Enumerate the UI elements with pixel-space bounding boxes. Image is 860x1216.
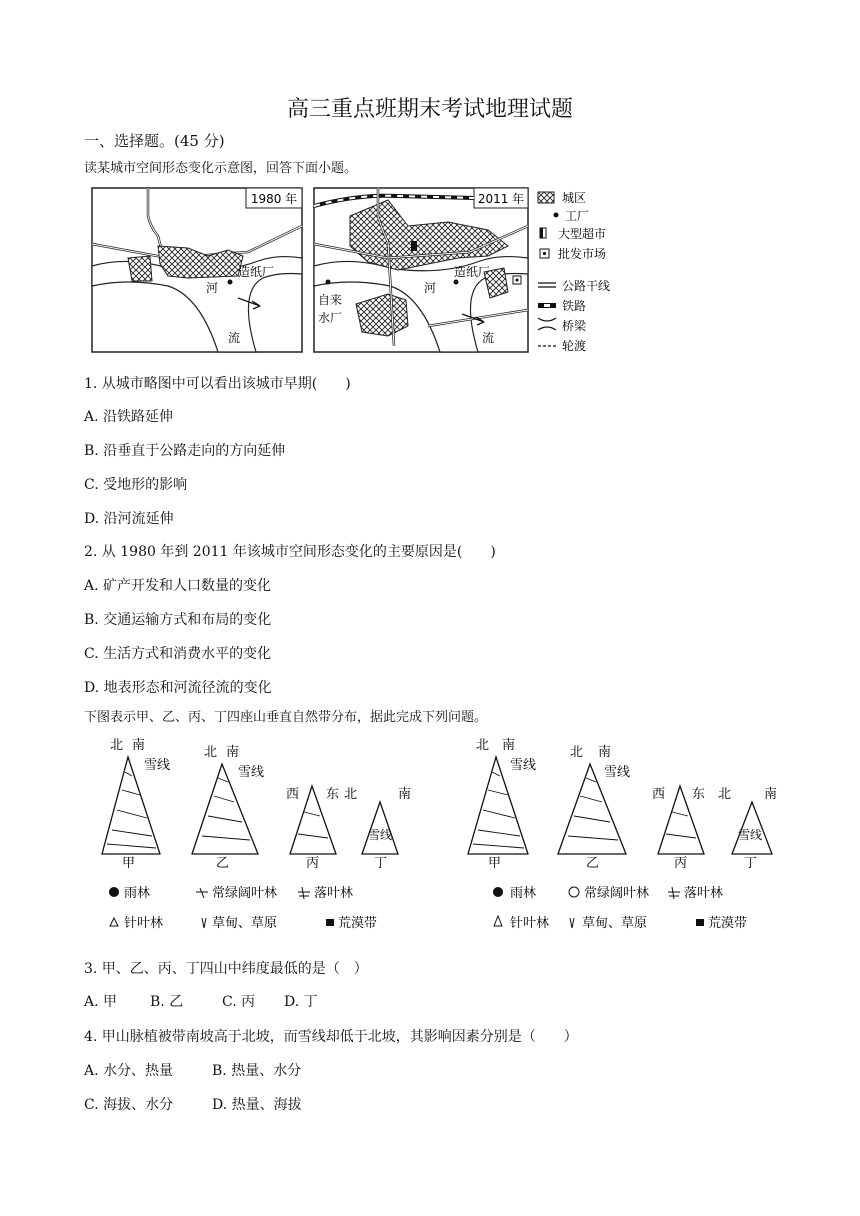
q1-option-b[interactable]: B. 沿垂直于公路走向的方向延伸: [84, 443, 286, 459]
jia-south-label: 南: [132, 738, 146, 753]
map-label-2011: 2011 年: [477, 192, 525, 206]
legend-highway: 公路干线: [562, 279, 611, 293]
conifer-icon: [110, 918, 118, 926]
yi-north-label: 北: [204, 745, 218, 760]
ding-south-label: 南: [398, 787, 412, 802]
broadleaf-icon-2: [569, 887, 579, 897]
yi2-south-label: 南: [598, 745, 612, 760]
yi2-snowline-label: 雪线: [604, 765, 631, 780]
mountains-legend-right: [493, 885, 747, 931]
q3-option-d[interactable]: D. 丁: [284, 994, 318, 1010]
q2-option-c[interactable]: C. 生活方式和消费水平的变化: [84, 646, 272, 662]
waterworks-label-2: 水厂: [318, 311, 343, 325]
intro-text-1: 读某城市空间形态变化示意图，回答下面小题。: [84, 161, 358, 176]
legend-broadleaf-2: 常绿阔叶林: [584, 886, 650, 901]
legend-ferry: 轮渡: [562, 339, 587, 353]
bing2-east-label: 东: [692, 787, 706, 802]
bing-west-label: 西: [286, 787, 300, 802]
meadow-icon: [202, 918, 206, 928]
jia2-north-label: 北: [476, 738, 490, 753]
q2-option-a[interactable]: A. 矿产开发和人口数量的变化: [84, 578, 272, 594]
jia-north-label: 北: [110, 738, 124, 753]
map-label-1980: 1980 年: [250, 192, 298, 206]
mountain-yi-name-2: 乙: [586, 856, 600, 871]
legend-deciduous-2: 落叶林: [684, 886, 724, 901]
q2-option-d[interactable]: D. 地表形态和河流径流的变化: [84, 680, 272, 696]
meadow-icon-2: [570, 918, 574, 928]
ding2-north-label: 北: [718, 787, 732, 802]
map-1980-factory: 造纸厂: [238, 265, 275, 279]
legend-bridge: 桥梁: [562, 319, 587, 333]
ding2-snowline-label: 雪线: [738, 828, 763, 842]
desert-icon: [326, 919, 334, 926]
rainforest-icon-2: [493, 887, 503, 897]
mountains-figure-left: [92, 732, 432, 937]
legend-conifer: 针叶林: [124, 916, 164, 931]
legend-deciduous: 落叶林: [314, 886, 354, 901]
mountain-jia-name: 甲: [122, 856, 136, 871]
legend-urban: 城区: [562, 191, 587, 205]
jia-snowline-label: 雪线: [144, 758, 171, 773]
legend-meadow: 草甸、草原: [212, 916, 278, 931]
ding-snowline-label: 雪线: [368, 828, 393, 842]
legend-market: 批发市场: [558, 247, 607, 261]
q2-option-b[interactable]: B. 交通运输方式和布局的变化: [84, 612, 272, 628]
yi-south-label: 南: [226, 745, 240, 760]
q3-option-b[interactable]: B. 乙: [150, 994, 184, 1010]
mountain-jia-name-2: 甲: [488, 856, 502, 871]
jia2-snowline-label: 雪线: [510, 758, 537, 773]
legend-bridge-icon: [538, 318, 556, 330]
intro-text-2: 下图表示甲、乙、丙、丁四座山垂直自然带分布，据此完成下列问题。: [84, 710, 488, 725]
legend-broadleaf: 常绿阔叶林: [212, 886, 278, 901]
map-2011: [314, 188, 528, 352]
legend-railway: 铁路: [562, 299, 587, 313]
q3-option-c[interactable]: C. 丙: [222, 994, 256, 1010]
rainforest-icon: [109, 887, 119, 897]
city-map-figure: [88, 186, 628, 356]
deciduous-icon: [298, 887, 310, 899]
legend-desert-2: 荒漠带: [708, 916, 748, 931]
map-2011-river-top: 河: [424, 281, 437, 295]
bing2-west-label: 西: [652, 787, 666, 802]
q1-option-d[interactable]: D. 沿河流延伸: [84, 511, 174, 527]
mountain-bing-name: 丙: [306, 856, 320, 871]
ding-north-label: 北: [344, 787, 358, 802]
mountains-figure-right: [458, 732, 788, 937]
legend-rainforest-2: 雨林: [510, 886, 537, 901]
broadleaf-icon: [196, 888, 208, 898]
q1-option-c[interactable]: C. 受地形的影响: [84, 477, 188, 493]
mountain-yi-name: 乙: [216, 856, 230, 871]
q4-option-d[interactable]: D. 热量、海拔: [212, 1097, 302, 1113]
yi2-north-label: 北: [570, 745, 584, 760]
legend-factory: 工厂: [565, 209, 590, 223]
page-title: 高三重点班期末考试地理试题: [286, 97, 573, 122]
legend-meadow-2: 草甸、草原: [582, 916, 648, 931]
q4-option-c[interactable]: C. 海拔、水分: [84, 1097, 174, 1113]
legend-urban-icon: [538, 192, 554, 203]
conifer-icon-2: [494, 916, 502, 926]
map-1980-river-top: 河: [206, 281, 219, 295]
legend-factory-icon: [554, 213, 559, 218]
deciduous-icon-2: [668, 887, 680, 899]
waterworks-label-1: 自来: [318, 293, 343, 307]
mountain-bing-name-2: 丙: [674, 856, 688, 871]
legend-supermarket: 大型超市: [558, 227, 607, 241]
mountains-legend-left: [109, 885, 377, 931]
bing-east-label: 东: [326, 787, 340, 802]
map-2011-factory: 造纸厂: [454, 265, 491, 279]
mountain-ding-name-2: 丁: [744, 856, 758, 871]
question-1-stem: 1. 从城市略图中可以看出该城市早期( ): [84, 376, 351, 392]
map-1980-river-bottom: 流: [228, 331, 241, 345]
desert-icon-2: [696, 919, 704, 926]
q4-option-b[interactable]: B. 热量、水分: [212, 1063, 302, 1079]
question-4-stem: 4. 甲山脉植被带南坡高于北坡，而雪线却低于北坡，其影响因素分别是（ ）: [84, 1029, 578, 1045]
section-heading: 一、选择题。(45 分): [84, 132, 225, 150]
q3-option-a[interactable]: A. 甲: [84, 994, 118, 1010]
question-3-stem: 3. 甲、乙、丙、丁四山中纬度最低的是（ ）: [84, 961, 368, 977]
map-legend: [538, 191, 610, 353]
jia2-south-label: 南: [502, 738, 516, 753]
legend-rainforest: 雨林: [124, 886, 151, 901]
legend-desert: 荒漠带: [338, 916, 378, 931]
yi-snowline-label: 雪线: [238, 765, 265, 780]
map-1980: [92, 188, 302, 352]
ding2-south-label: 南: [764, 787, 778, 802]
question-2-stem: 2. 从 1980 年到 2011 年该城市空间形态变化的主要原因是( ): [84, 544, 496, 560]
legend-highway-icon: [538, 283, 556, 287]
map-2011-river-bottom: 流: [482, 331, 495, 345]
mountain-ding-name: 丁: [374, 856, 388, 871]
q4-option-a[interactable]: A. 水分、热量: [84, 1063, 174, 1079]
q1-option-a[interactable]: A. 沿铁路延伸: [84, 409, 174, 425]
legend-conifer-2: 针叶林: [510, 916, 550, 931]
